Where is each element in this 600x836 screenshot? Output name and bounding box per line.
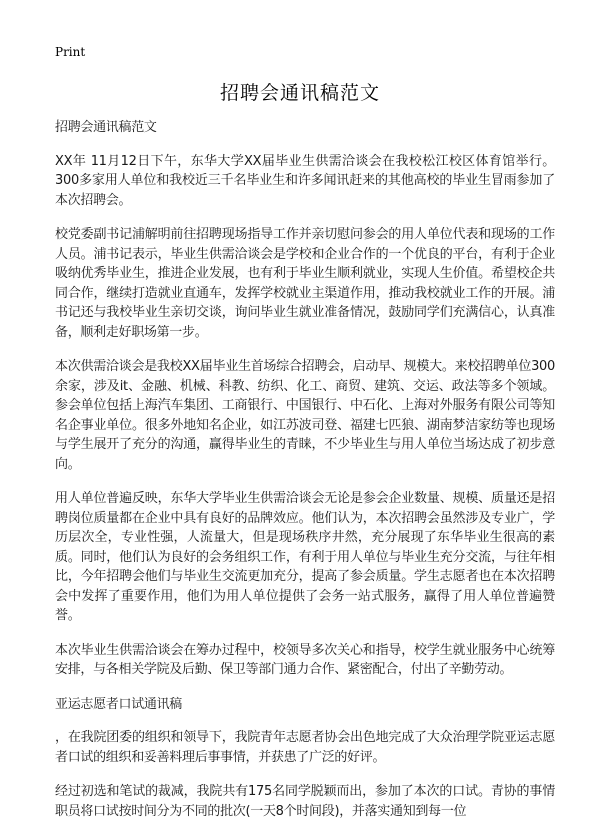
subtitle-paragraph: 招聘会通讯稿范文: [55, 120, 157, 135]
print-label[interactable]: Print: [55, 45, 86, 59]
paragraph: XX年 11月12日下午，东华大学XX届毕业生供需洽谈会在我校松江校区体育馆举行。300多家用人单位和我校近三千名毕业生和许多闻讯赶来的其他高校的毕业生冒雨参加了本次招聘会。: [55, 153, 555, 208]
section-heading: 亚运志愿者口试通讯稿: [55, 696, 183, 712]
document-body: [55, 118, 555, 836]
paragraph: 经过初选和笔试的裁减，我院共有175名同学脱颖而出，参加了本次的口试。青协的事情职员将口试按时间分为不同的批次(一天8个时间段)，并落实通知到每一位: [55, 784, 555, 819]
paragraph: 本次供需洽谈会是我校XX届毕业生首场综合招聘会，启动早、规模大。来校招聘单位300余家，涉及it、金融、机械、科教、纺织、化工、商贸、建筑、交运、政法等多个领域。参会单位包括上海汽车集团、工商银行、中国银行、中石化、上海对外服务有限公司等知名企事业单位。很多外地知名企业，如江苏波司登、福建七匹狼、湖南梦洁家纺等也现场与学生展开了充分的沟通，赢得毕业生的青睐，不少毕业生与用人单位当场达成了初步意向。: [55, 359, 555, 472]
paragraph: 本次毕业生供需洽谈会在筹办过程中，校领导多次关心和指导，校学生就业服务中心统筹安排，与各相关学院及后勤、保卫等部门通力合作、紧密配合，付出了辛勤劳动。: [55, 642, 555, 677]
paragraph: 用人单位普遍反映，东华大学毕业生供需洽谈会无论是参会企业数量、规模、质量还是招聘岗位质量都在企业中具有良好的品牌效应。他们认为，本次招聘会虽然涉及专业广，学历层次全，专业性强，人流量大，但是现场秩序井然，充分展现了东华毕业生很高的素质。同时，他们认为良好的会务组织工作，有利于用人单位与毕业生充分交流，与往年相比，今年招聘会他们与毕业生交流更加充分，提高了参会质量。学生志愿者也在本次招聘会中发挥了重要作用，他们为用人单位提供了会务一站式服务，赢得了用人单位普遍赞誉。: [55, 491, 555, 623]
paragraph: ，在我院团委的组织和领导下，我院青年志愿者协会出色地完成了大众治理学院亚运志愿者口试的组织和妥善料理后事事情，并获患了广泛的好评。: [55, 730, 555, 765]
paragraph: 校党委副书记浦解明前往招聘现场指导工作并亲切慰问参会的用人单位代表和现场的工作人员。浦书记表示，毕业生供需洽谈会是学校和企业合作的一个优良的平台，有利于企业吸纳优秀毕业生，推进企业发展，也有利于毕业生顺利就业，实现人生价值。希望校企共同合作，继续打造就业直通车，发挥学校就业主渠道作用，推动我校就业工作的开展。浦书记还与我校毕业生亲切交谈，询问毕业生就业准备情况，鼓励同学们充满信心，认真准备，顺利走好职场第一步。: [55, 227, 555, 340]
document-title: 招聘会通讯稿范文: [219, 82, 380, 104]
